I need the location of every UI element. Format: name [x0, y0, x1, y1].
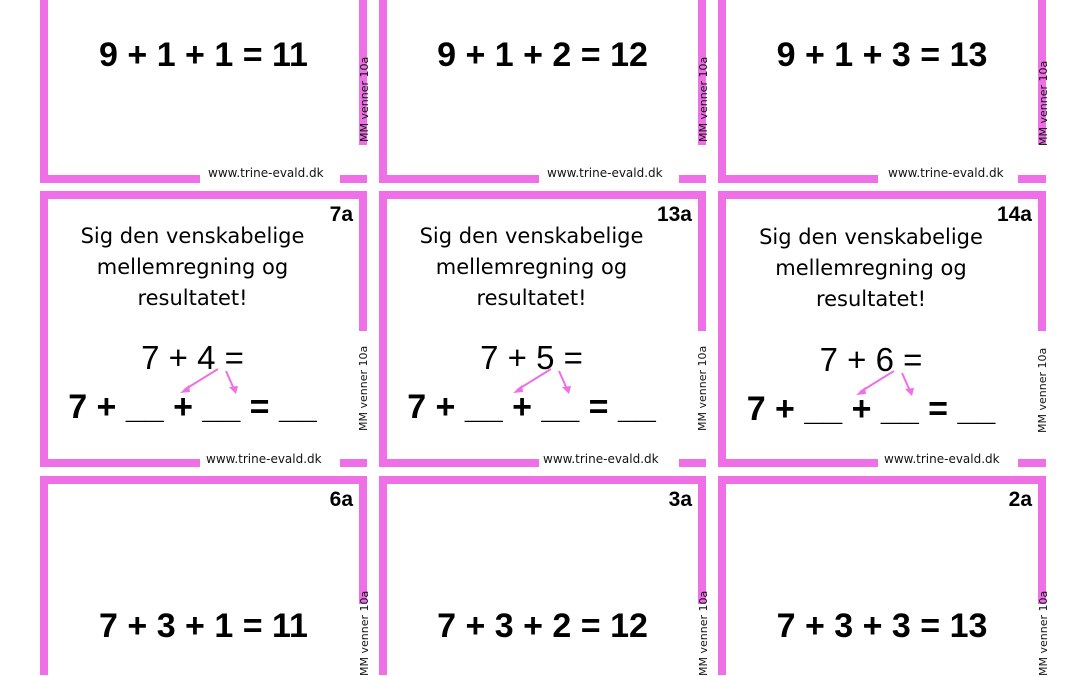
- card-equation: 7 + 3 + 3 = 13: [776, 607, 988, 645]
- instruction-line: Sig den venskabelige: [80, 224, 305, 248]
- card-border-top: [379, 476, 706, 484]
- card-instruction: [379, 221, 684, 314]
- card-side-label: MM venner 10a: [697, 590, 710, 676]
- card-number: 13a: [656, 203, 692, 226]
- card-side-label: MM venner 10a: [358, 56, 371, 142]
- card-r2c2: [379, 191, 709, 467]
- card-border-bottom-right: [340, 459, 367, 467]
- card-website: www.trine-evald.dk: [543, 452, 659, 466]
- card-side-label: MM venner 10a: [358, 590, 371, 676]
- card-border-bottom: [40, 459, 200, 467]
- card-equation: 7 + 3 + 2 = 12: [437, 607, 648, 645]
- card-equation: 9 + 1 + 2 = 12: [437, 36, 648, 74]
- card-border-bottom-right: [679, 459, 706, 467]
- card-border-bottom-right: [679, 175, 706, 183]
- card-number: 3a: [668, 488, 692, 511]
- card-instruction: [718, 222, 1024, 315]
- card-border-top: [40, 191, 367, 199]
- card-border-bottom-right: [1018, 175, 1046, 183]
- instruction-line: mellemregning og: [775, 256, 967, 280]
- card-number: 6a: [329, 488, 353, 511]
- card-r1c3: [718, 0, 1050, 183]
- card-side-label: MM venner 10a: [697, 56, 710, 142]
- card-website: www.trine-evald.dk: [547, 166, 663, 180]
- card-number: 2a: [1008, 488, 1032, 511]
- card-instruction: [40, 221, 345, 314]
- instruction-line: mellemregning og: [96, 255, 289, 279]
- card-template-equation: 7 + __ + __ = __: [746, 390, 996, 428]
- card-side-label: MM venner 10a: [1036, 347, 1049, 433]
- card-expression: 7 + 5 =: [480, 339, 583, 376]
- instruction-line: resultatet!: [137, 286, 248, 310]
- card-border-right: [1038, 476, 1046, 604]
- card-border-right: [698, 191, 706, 331]
- card-side-label: MM venner 10a: [1037, 590, 1050, 676]
- card-border-bottom: [718, 459, 878, 467]
- instruction-line: mellemregning og: [435, 255, 628, 279]
- card-r3c2: [379, 476, 710, 676]
- card-border-left: [718, 0, 726, 183]
- card-template-equation: 7 + __ + __ = __: [68, 388, 317, 426]
- card-border-right: [698, 476, 706, 604]
- card-website: www.trine-evald.dk: [884, 452, 1000, 466]
- card-border-top: [379, 191, 706, 199]
- card-border-top: [718, 476, 1046, 484]
- card-r1c2: [379, 0, 710, 183]
- card-side-label: MM venner 10a: [1037, 60, 1050, 146]
- card-border-right: [359, 191, 367, 331]
- instruction-line: resultatet!: [815, 287, 927, 311]
- card-border-bottom: [40, 175, 200, 183]
- card-border-bottom: [379, 175, 539, 183]
- card-side-label: MM venner 10a: [357, 345, 370, 431]
- card-r2c3: [718, 191, 1049, 467]
- card-side-label: MM venner 10a: [696, 345, 709, 431]
- card-template-equation: 7 + __ + __ = __: [407, 388, 656, 426]
- card-equation: 7 + 3 + 1 = 11: [99, 607, 308, 645]
- card-equation: 9 + 1 + 3 = 13: [776, 36, 988, 74]
- instruction-line: Sig den venskabelige: [759, 225, 983, 249]
- card-border-right: [359, 476, 367, 604]
- card-number: 7a: [329, 203, 353, 226]
- instruction-line: Sig den venskabelige: [419, 224, 644, 248]
- card-expression: 7 + 6 =: [819, 341, 923, 378]
- card-equation: 9 + 1 + 1 = 11: [99, 36, 308, 74]
- card-r1c1: [40, 0, 371, 183]
- card-website: www.trine-evald.dk: [206, 452, 322, 466]
- card-r3c3: [718, 476, 1050, 676]
- card-border-bottom: [718, 175, 878, 183]
- card-border-bottom-right: [340, 175, 367, 183]
- card-r3c1: [40, 476, 371, 676]
- card-border-top: [718, 191, 1046, 199]
- card-website: www.trine-evald.dk: [888, 166, 1004, 180]
- card-border-left: [40, 0, 48, 183]
- instruction-line: resultatet!: [476, 286, 587, 310]
- card-website: www.trine-evald.dk: [208, 166, 324, 180]
- card-r2c1: [40, 191, 370, 467]
- card-border-right: [1038, 191, 1046, 331]
- card-number: 14a: [996, 203, 1032, 226]
- card-border-left: [379, 0, 387, 183]
- card-expression: 7 + 4 =: [141, 339, 244, 376]
- card-border-bottom-right: [1018, 459, 1046, 467]
- card-border-top: [40, 476, 367, 484]
- card-border-bottom: [379, 459, 539, 467]
